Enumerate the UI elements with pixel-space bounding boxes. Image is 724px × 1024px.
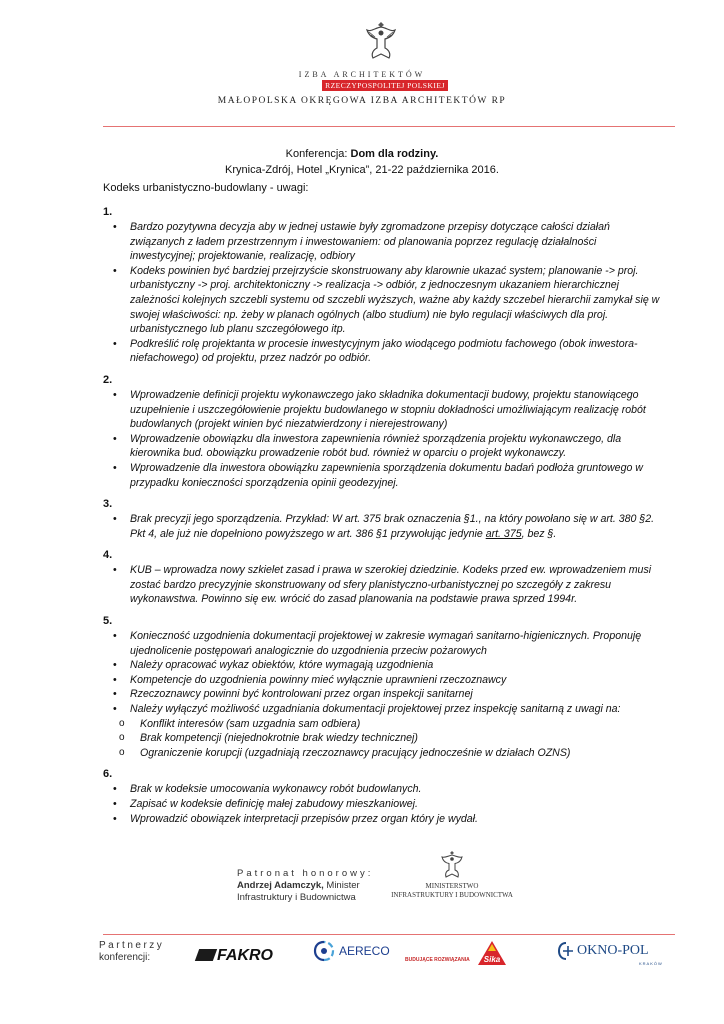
item-text: Kodeks powinien być bardziej przejrzyście skonstruowany aby klarownie ukazać system; planowanie -> proj. urbanistyczny -> proj. architektoniczny -> realizacja -> odbiór, z jednoczesnym ukazaniem hierarchicznej zależności kolejnych szczebli systemu od szczebli wyższych, ważne aby każdy szczebel hierarchii zamykał się w swojej właściwości: np. żeby w planach ogólnych (albo studium) nie było regulacji właściwych dla proj. urbanistycznego lub planu szczegółowego itp.: [130, 264, 660, 336]
ministry-logo-text: [384, 882, 520, 900]
item-text: Kompetencje do uzgodnienia powinny mieć wyłącznie uprawnieni rzeczoznawcy: [130, 673, 507, 686]
item-text: KUB – wprowadza nowy szkielet zasad i prawa w szerokiej dziedzinie. Kodeks przed ew. wprowadzeniem musi zostać bardzo precyzyjnie skonstruowany od sfery planistyczno-urbanistycznej po szczegóły z zakresu wykonawstwa. Powinno się ew. wrócić do zasad planowania na podstawie prawa sprzed 1994r.: [130, 564, 652, 606]
fakro-mark-icon: [195, 949, 217, 961]
eagle-emblem-icon: [363, 18, 399, 62]
document-intro: Kodeks urbanistyczno-budowlany - uwagi:: [103, 182, 309, 194]
okno-pol-mark-icon: [557, 941, 575, 961]
list-item: [103, 812, 663, 827]
item-text: Wprowadzić obowiązek interpretacji przepisów przez organ który je wydał.: [130, 812, 478, 825]
fakro-logo: [197, 947, 273, 965]
aereco-logo-text: AERECO: [339, 944, 390, 958]
section-list: [103, 388, 663, 490]
section-number: 3.: [103, 498, 113, 511]
org-name-line1: IZBA ARCHITEKTÓW: [298, 70, 426, 79]
list-item: [103, 220, 663, 264]
section-list: [103, 629, 663, 760]
bullet-icon: •: [113, 564, 117, 577]
circle-bullet-icon: o: [119, 746, 125, 758]
item-text: Bardzo pozytywna decyzja aby w jednej ustawie były zgromadzone przepisy dotyczące całości działań związanych z ładem przestrzennym i inwestowaniem: od planowania poprzez regulację działalności inwestycyjnej; projektowanie, realizację, odbiory: [130, 221, 610, 263]
bullet-icon: •: [113, 630, 117, 643]
list-item: [103, 629, 663, 658]
bullet-icon: •: [113, 513, 117, 526]
sika-triangle-icon: [477, 940, 507, 966]
bullet-icon: •: [113, 388, 117, 401]
list-item: [103, 797, 663, 812]
list-item: [103, 782, 663, 797]
item-text: Ograniczenie korupcji (uzgadniają rzeczoznawcy pracujący jednocześnie w działach OZNS): [140, 746, 571, 759]
item-text: Konflikt interesów (sam uzgadnia sam odbiera): [140, 717, 361, 730]
bullet-icon: •: [113, 264, 117, 277]
patronage-label: Patronat honorowy:: [237, 868, 374, 879]
list-item: [103, 337, 663, 366]
circle-bullet-icon: o: [119, 732, 125, 744]
bullet-icon: •: [113, 461, 117, 474]
item-text: Należy wyłączyć możliwość uzgadniania dokumentacji projektowej przez inspekcję sanitarną z uwagi na:: [130, 703, 621, 716]
okno-pol-logo: [557, 941, 663, 966]
bullet-icon: •: [113, 673, 117, 686]
bullet-icon: •: [113, 688, 117, 701]
partners-label-line1: Partnerzy: [99, 940, 165, 951]
budujace-rozwiazania-logo: BUDUJĄCE ROZWIĄZANIA: [405, 957, 470, 963]
bullet-icon: •: [113, 221, 117, 233]
okno-pol-logo-text: OKNO-POL: [577, 943, 649, 958]
item-text: Brak w kodeksie umocowania wykonawcy robót budowlanych.: [130, 783, 422, 796]
bullet-icon: •: [113, 337, 117, 350]
bullet-icon: •: [113, 798, 117, 810]
aereco-logo: [313, 940, 390, 962]
patron-role: Minister: [323, 880, 360, 891]
section-list: [103, 563, 663, 607]
ministry-line2: INFRASTRUKTURY I BUDOWNICTWA: [391, 891, 513, 899]
list-item: [103, 673, 663, 688]
section-list: [103, 782, 663, 826]
partners-label: [99, 940, 164, 964]
sika-logo: [477, 940, 507, 971]
list-item: [103, 264, 663, 337]
sub-list-item: [103, 731, 663, 746]
item-text: Wprowadzenie dla inwestora obowiązku zapewnienia sporządzenia dokumentu badań podłoża gruntowego w przypadku konieczności sporządzenia opinii geodezyjnej.: [130, 461, 643, 489]
section-list: [103, 220, 663, 366]
org-name-line2: RZECZYPOSPOLITEJ POLSKIEJ: [322, 80, 448, 91]
bullet-icon: •: [113, 659, 117, 672]
fakro-logo-text: FAKRO: [217, 947, 273, 964]
list-item: [103, 702, 663, 717]
list-item: [103, 563, 663, 607]
conference-prefix: Konferencja:: [285, 148, 351, 160]
list-item: [103, 512, 663, 541]
okno-pol-city: KRAKÓW: [639, 961, 663, 966]
bullet-icon: •: [113, 432, 117, 445]
sub-list-item: [103, 746, 663, 761]
item-text: Wprowadzenie definicji projektu wykonawczego jako składnika dokumentacji budowy, projektu stanowiącego uzupełnienie i uszczegółowienie projektu budowlanego w stopniu dokładności umożliwiającym realizację robót budowlanych (projekt winien być niezatwierdzony i nierejestrowany): [130, 388, 646, 431]
item-text: Zapisać w kodeksie definicję małej zabudowy mieszkaniowej.: [130, 798, 418, 810]
list-item: [103, 687, 663, 702]
item-text: Konieczność uzgodnienia dokumentacji projektowej w zakresie wymagań sanitarno-higienicznych. Proponuję ujednolicenie postępowań analogicznie do uzgodnienia przeciw pożarowych: [130, 630, 642, 657]
section-number: 4.: [103, 549, 113, 562]
item-text: Podkreślić rolę projektanta w procesie inwestycyjnym jako wiodącego podmiotu fachowego (obok inwestora-niefachowego) od projektu, przez nadzór po odbiór.: [130, 337, 638, 365]
conference-name: Dom dla rodziny.: [350, 148, 439, 160]
patronage-block: [237, 868, 373, 904]
item-text: Brak kompetencji (niejednokrotnie brak wiedzy technicznej): [140, 732, 418, 745]
partners-label-line2: konferencji:: [99, 952, 151, 963]
section-number: 5.: [103, 615, 113, 628]
conference-location: Krynica-Zdrój, Hotel „Krynica”, 21-22 października 2016.: [225, 164, 499, 176]
item-text: Rzeczoznawcy powinni być kontrolowani przez organ inspekcji sanitarnej: [130, 688, 473, 701]
section-number: 2.: [103, 373, 113, 386]
org-regional-name: MAŁOPOLSKA OKRĘGOWA IZBA ARCHITEKTÓW RP: [217, 96, 507, 106]
ministry-eagle-icon: [439, 848, 465, 880]
remarks-sections: [103, 206, 663, 834]
list-item: [103, 658, 663, 673]
bullet-icon: •: [113, 703, 117, 716]
ministry-line1: MINISTERSTWO: [425, 882, 479, 890]
header-divider: [103, 126, 675, 127]
patron-name: Andrzej Adamczyk,: [237, 880, 324, 891]
section-number: 6.: [103, 768, 113, 781]
item-text: Należy opracować wykaz obiektów, które wymagają uzgodnienia: [130, 659, 434, 672]
patron-role-ministry: Infrastruktury i Budownictwa: [237, 892, 356, 903]
sub-list-item: [103, 717, 663, 732]
list-item: [103, 432, 663, 461]
list-item: [103, 461, 663, 490]
section-number: 1.: [103, 206, 113, 218]
item-text: Wprowadzenie obowiązku dla inwestora zapewnienia również sporządzenia projektu wykonawczego, dla kierownika bud. obowiązku prowadzenie robót bud. również w oparciu o projekt wykonawczy.: [130, 432, 622, 460]
list-item: [103, 388, 663, 432]
item-text-after: , bez §.: [521, 527, 557, 540]
bullet-icon: •: [113, 783, 117, 796]
item-text: Brak precyzji jego sporządzenia. Przykład: W art. 375 brak oznaczenia §1., na który powołano się w art. 380 §2. Pkt 4, ale już nie dopełniono powyższego w art. 386 §1 przywołując jedynie: [130, 513, 655, 540]
section-list: [103, 512, 663, 541]
footer-divider: [103, 934, 675, 935]
article-reference-link[interactable]: art. 375: [485, 527, 522, 540]
circle-bullet-icon: o: [119, 717, 125, 729]
conference-title: [0, 148, 724, 160]
bullet-icon: •: [113, 812, 117, 825]
sika-logo-text: Sika: [483, 955, 501, 964]
aereco-swirl-icon: [313, 940, 335, 962]
